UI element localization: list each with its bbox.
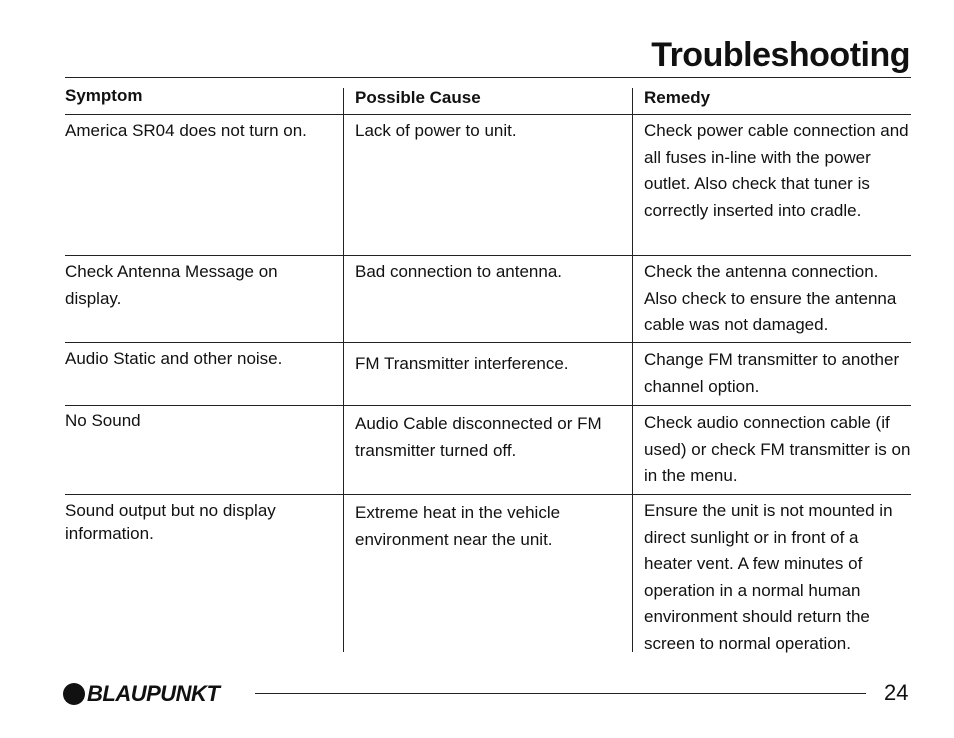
page-title: Troubleshooting (651, 36, 910, 74)
header-possible-cause: Possible Cause (343, 88, 632, 115)
brand-dot-icon (63, 683, 85, 705)
table-row (65, 115, 911, 256)
footer-divider (255, 693, 866, 694)
symptom-cell: Check Antenna Message on display. (65, 262, 278, 308)
blaupunkt-logo (63, 681, 219, 707)
page-number: 24 (884, 680, 909, 705)
remedy-cell: Ensure the unit is not mounted in direct sunlight or in front of a heater vent. A few minutes of operation in a normal human environment should return the screen to normal operation. (632, 495, 911, 652)
header-remedy: Remedy (632, 88, 911, 115)
cause-cell: Bad connection to antenna. (343, 256, 632, 343)
remedy-cell: Check power cable connection and all fuses in-line with the power outlet. Also check that tuner is correctly inserted into cradle. (632, 115, 911, 256)
remedy-cell: Change FM transmitter to another channel option. (632, 343, 911, 406)
table-row (65, 495, 911, 652)
header-symptom: Symptom (65, 86, 143, 105)
cause-cell: Lack of power to unit. (343, 115, 632, 256)
cause-cell: FM Transmitter interference. (343, 343, 632, 406)
symptom-cell: Sound output but no display information. (65, 501, 276, 543)
remedy-cell: Check audio connection cable (if used) or check FM transmitter is on in the menu. (632, 406, 911, 495)
remedy-cell: Check the antenna connection. Also check to ensure the antenna cable was not damaged. (632, 256, 911, 343)
symptom-cell: No Sound (65, 411, 141, 430)
table-row (65, 343, 911, 406)
cause-cell: Extreme heat in the vehicle environment near the unit. (343, 495, 632, 652)
table-row (65, 406, 911, 495)
troubleshooting-table (65, 78, 911, 652)
table-row (65, 256, 911, 343)
symptom-cell: Audio Static and other noise. (65, 349, 283, 368)
cause-cell: Audio Cable disconnected or FM transmitter turned off. (343, 406, 632, 495)
symptom-cell: America SR04 does not turn on. (65, 121, 307, 140)
table-header-row (65, 78, 911, 115)
brand-name: BLAUPUNKT (87, 681, 220, 706)
